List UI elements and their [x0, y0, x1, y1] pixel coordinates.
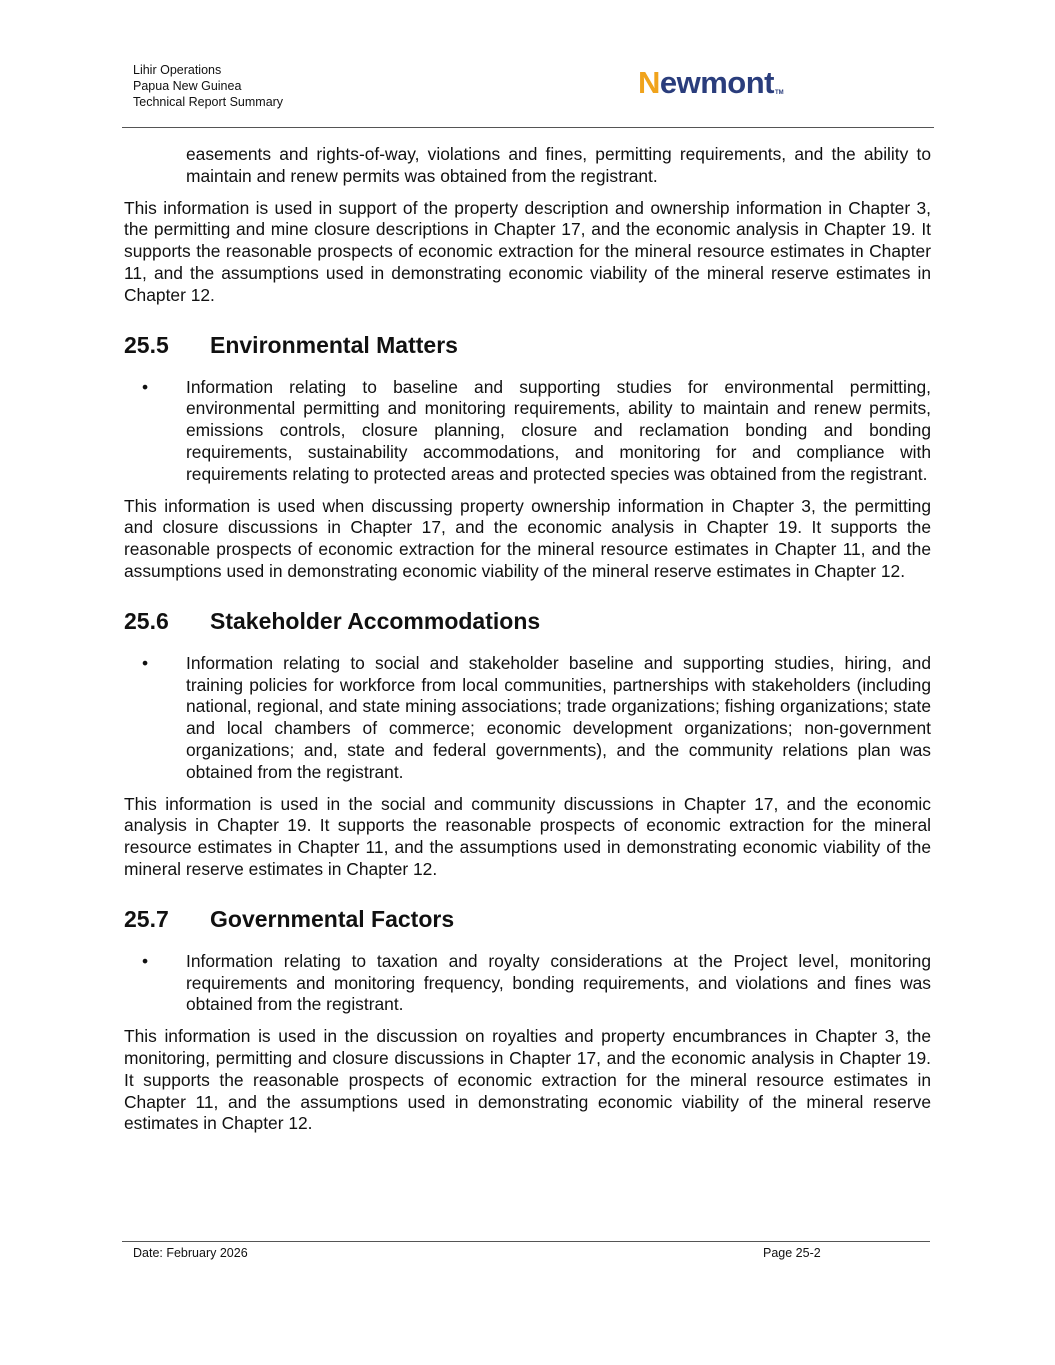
paragraph-environmental: This information is used when discussing property ownership information in Chapter 3, the permitting and closure discussions in Chapter 17, and the economic analysis in Chapter 19. It supports the reasonable prospects of economic extraction for the mineral resource estimates in Chapter 11, and the assumptions used in demonstrating economic viability of the mineral reserve estimates in Chapter 12.	[124, 495, 931, 581]
section-number: 25.6	[124, 607, 169, 634]
logo-trademark: TM	[775, 90, 784, 96]
header-line-country: Papua New Guinea	[133, 79, 242, 93]
bullet-item	[124, 377, 931, 486]
document-header	[133, 62, 283, 110]
continued-list-item: easements and rights-of-way, violations and fines, permitting requirements, and the ability to maintain and renew permits was obtained from the registrant.	[186, 144, 931, 186]
bullet-item	[124, 951, 931, 1016]
header-divider	[122, 127, 934, 128]
logo-rest: ewmont	[659, 65, 775, 100]
logo-wordmark	[638, 66, 774, 100]
newmont-logo	[638, 66, 784, 104]
paragraph-intro: This information is used in support of the property description and ownership information in Chapter 3, the permitting and mine closure descriptions in Chapter 17, and the economic analysis in Chapter 19. It supports the reasonable prospects of economic extraction for the mineral resource estimates in Chapter 11, and the assumptions used in demonstrating economic viability of the mineral reserve estimates in Chapter 12.	[124, 197, 931, 305]
logo-initial: N	[638, 65, 660, 100]
section-title: Environmental Matters	[210, 331, 458, 358]
footer-divider	[122, 1241, 930, 1242]
header-line-operations: Lihir Operations	[133, 63, 222, 77]
section-number: 25.7	[124, 905, 169, 932]
section-heading-25-6	[124, 607, 931, 635]
bullet-icon: •	[142, 652, 149, 673]
page-content	[124, 144, 931, 1135]
section-number: 25.5	[124, 331, 169, 358]
paragraph-stakeholder: This information is used in the social and community discussions in Chapter 17, and the economic analysis in Chapter 19. It supports the reasonable prospects of economic extraction for the mineral resource estimates in Chapter 11, and the assumptions used in demonstrating economic viability of the mineral reserve estimates in Chapter 12.	[124, 793, 931, 879]
section-heading-25-5	[124, 331, 931, 359]
bullet-text: Information relating to social and stakeholder baseline and supporting studies, hiring, and training policies for workforce from local communities, partnerships with stakeholders (including national, regional, and state mining associations; trade organizations; fishing organizations; state and local chambers of commerce; economic development organizations; non-government organizations; and, state and federal governments), and the community relations plan was obtained from the registrant.	[186, 652, 931, 782]
bullet-item	[124, 653, 931, 784]
bullet-icon: •	[142, 376, 149, 397]
header-line-report: Technical Report Summary	[133, 95, 284, 109]
section-title: Stakeholder Accommodations	[210, 607, 541, 634]
footer-date: Date: February 2026	[133, 1246, 248, 1260]
footer-page-number: Page 25-2	[763, 1246, 821, 1260]
bullet-text: Information relating to taxation and royalty considerations at the Project level, monitoring requirements and monitoring frequency, bonding requirements, and violations and fines was obtained from the registrant.	[186, 950, 931, 1015]
paragraph-governmental: This information is used in the discussion on royalties and property encumbrances in Chapter 3, the monitoring, permitting and closure discussions in Chapter 17, and the economic analysis in Chapter 19. It supports the reasonable prospects of economic extraction for the mineral resource estimates in Chapter 11, and the assumptions used in demonstrating economic viability of the mineral reserve estimates in Chapter 12.	[124, 1026, 931, 1134]
bullet-icon: •	[142, 950, 149, 971]
section-title: Governmental Factors	[210, 905, 455, 932]
section-heading-25-7	[124, 905, 931, 933]
bullet-text: Information relating to baseline and supporting studies for environmental permitting, environmental permitting and monitoring requirements, ability to maintain and renew permits, emissions controls, closure planning, closure and reclamation bonding and bonding requirements, sustainability accommodations, and monitoring for and compliance with requirements relating to protected areas and protected species was obtained from the registrant.	[186, 376, 931, 484]
